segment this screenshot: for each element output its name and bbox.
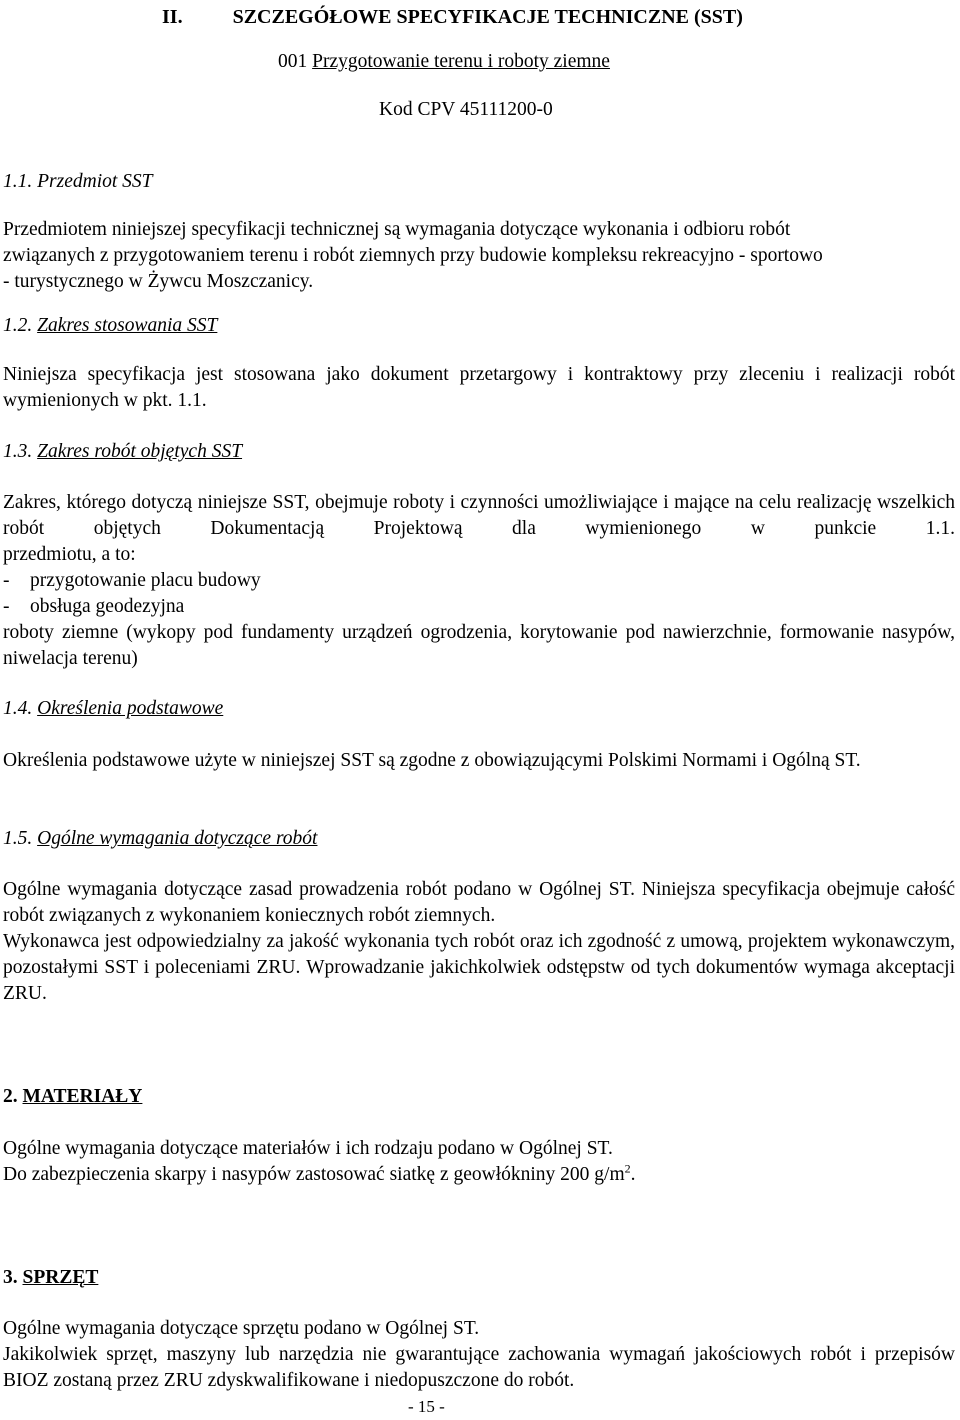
heading-1-2-text: Zakres stosowania SST (37, 315, 218, 336)
list-dash: - (3, 570, 10, 591)
cpv-code: Kod CPV 45111200-0 (379, 99, 553, 120)
heading-2-text: MATERIAŁY (22, 1086, 143, 1107)
paragraph-2-line-2-text: Do zabezpieczenia skarpy i nasypów zastosować siatkę z geowłókniny 200 g/m (3, 1164, 625, 1185)
paragraph-2-line-2-end: . (630, 1164, 636, 1185)
list-item (3, 568, 955, 594)
list-item (3, 594, 955, 620)
heading-2-number: 2. (3, 1086, 18, 1107)
document-page (3, 0, 955, 1420)
paragraph-1-2: Niniejsza specyfikacja jest stosowana jako dokument przetargowy i kontraktowy przy zleceniu i realizacji robót wymienionych w pkt. 1.1. (3, 364, 955, 411)
paragraph-1-5-b: Wykonawca jest odpowiedzialny za jakość wykonania tych robót oraz ich zgodność z umową, projektem wykonawczym, pozostałymi SST i poleceniami ZRU. Wprowadzanie jakichkolwiek odstępstw od tych dokumentów wymaga akceptacji ZRU. (3, 931, 955, 1004)
heading-3 (3, 1265, 98, 1291)
paragraph-1-1-line-3: - turystycznego w Żywcu Moszczanicy. (3, 271, 314, 292)
scope-list (3, 568, 955, 672)
superscript: 2 (624, 1161, 631, 1176)
list-item-text: roboty ziemne (wykopy pod fundamenty urządzeń ogrodzenia, korytowanie pod nawierzchnie, formowanie nasypów, niwelacja terenu) (3, 622, 955, 669)
heading-1-4-number: 1.4. (3, 698, 33, 719)
paragraph-1-1-line-1: Przedmiotem niniejszej specyfikacji technicznej są wymagania dotyczące wykonania i odbioru robót (3, 219, 791, 240)
heading-1-5-text: Ogólne wymagania dotyczące robót (37, 828, 318, 849)
paragraph-1-3-end: przedmiotu, a to: (3, 544, 136, 565)
section-header (162, 4, 743, 30)
paragraph-2-line-1: Ogólne wymagania dotyczące materiałów i ich rodzaju podano w Ogólnej ST. (3, 1138, 613, 1159)
heading-1-3-text: Zakres robót objętych SST (37, 441, 243, 462)
list-item (3, 620, 955, 672)
heading-1-5 (3, 826, 317, 852)
list-item-text: przygotowanie placu budowy (30, 570, 261, 591)
paragraph-3-line-1: Ogólne wymagania dotyczące sprzętu podano w Ogólnej ST. (3, 1318, 480, 1339)
spec-title: Przygotowanie terenu i roboty ziemne (312, 51, 610, 72)
paragraph-3: Jakikolwiek sprzęt, maszyny lub narzędzia nie gwarantujące zachowania wymagań jakościowych robót i przepisów BIOZ zostaną przez ZRU zdyskwalifikowane i niedopuszczone do robót. (3, 1344, 955, 1391)
heading-1-3-number: 1.3. (3, 441, 33, 462)
paragraph-2-line-2 (3, 1162, 636, 1188)
heading-1-1: 1.1. Przedmiot SST (3, 171, 153, 192)
heading-1-2 (3, 313, 217, 339)
paragraph-1-1-line-2: związanych z przygotowaniem terenu i robót ziemnych przy budowie kompleksu rekreacyjno - sportowo (3, 245, 823, 266)
heading-1-4 (3, 696, 223, 722)
heading-3-text: SPRZĘT (22, 1267, 99, 1288)
spec-code: 001 (278, 51, 308, 72)
page-number: - 15 - (408, 1397, 445, 1416)
list-dash: - (3, 596, 10, 617)
paragraph-1-4: Określenia podstawowe użyte w niniejszej SST są zgodne z obowiązującymi Polskimi Normami i Ogólną ST. (3, 750, 861, 771)
section-number: II. (162, 6, 183, 28)
heading-2 (3, 1084, 142, 1110)
heading-1-3 (3, 439, 242, 465)
heading-3-number: 3. (3, 1267, 18, 1288)
paragraph-1-3: Zakres, którego dotyczą niniejsze SST, obejmuje roboty i czynności umożliwiające i mające na celu realizację wszelkich robót objętych Dokumentacją Projektową dla wymienionego w punkcie 1.1. (3, 492, 955, 539)
heading-1-5-number: 1.5. (3, 828, 33, 849)
paragraph-1-5-a: Ogólne wymagania dotyczące zasad prowadzenia robót podano w Ogólnej ST. Niniejsza specyfikacja obejmuje całość robót związanych z wykonaniem koniecznych robót ziemnych. (3, 879, 955, 926)
heading-1-4-text: Określenia podstawowe (37, 698, 224, 719)
list-item-text: obsługa geodezyjna (30, 596, 185, 617)
heading-1-2-number: 1.2. (3, 315, 33, 336)
section-title: SZCZEGÓŁOWE SPECYFIKACJE TECHNICZNE (SST) (232, 6, 743, 28)
spec-title-line (278, 49, 610, 75)
